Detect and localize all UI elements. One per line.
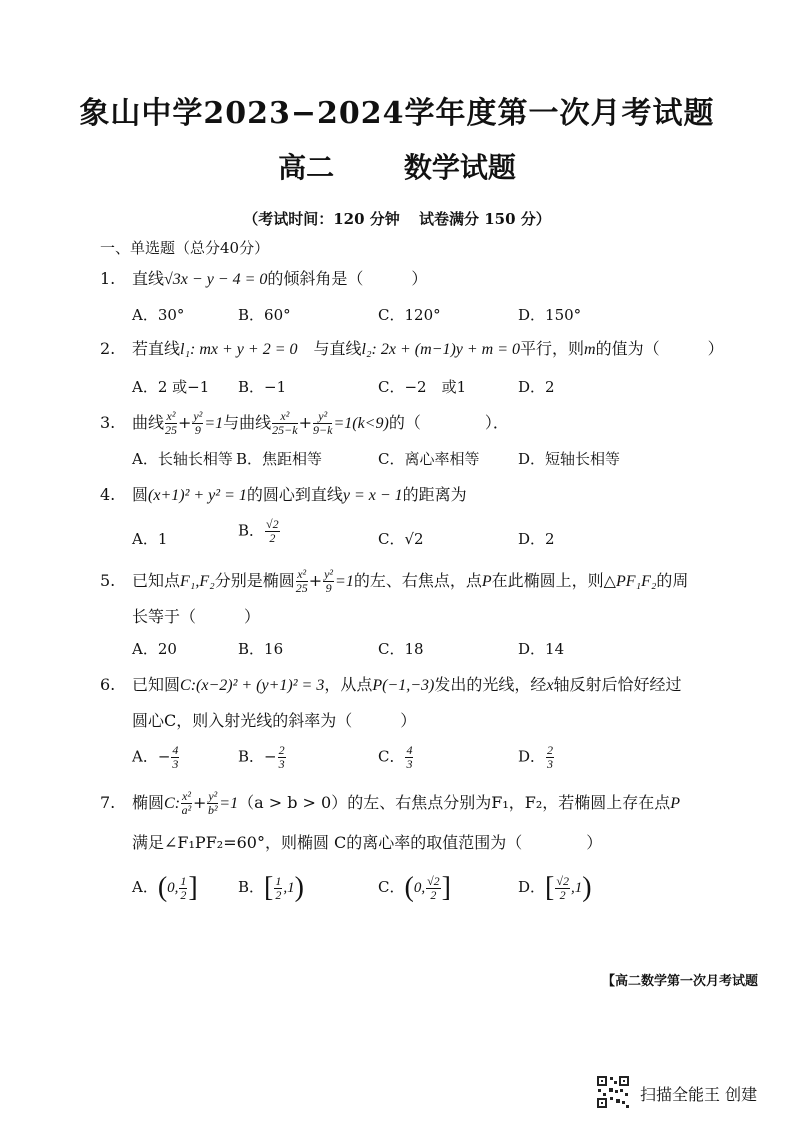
math-expression: x [546, 677, 554, 694]
math-expression: l₁: mx + y + 2 = 0 [180, 341, 298, 358]
question-text: ，从点 [324, 675, 373, 694]
option-d: D．2 [518, 530, 555, 548]
option-a: A．− $\frac{4}{3}$ [132, 743, 179, 771]
math-expression: =1(k<9) [333, 415, 389, 432]
fraction: $\frac{4}{3}$ [172, 743, 179, 771]
fraction: $\frac{\text{x²}}{25}$ [295, 567, 308, 595]
question-7: 7. 椭圆C: $\frac{\text{x²}}{\text{a²}}$ + $\frac{\text{y²}}{\text{b²}}$ =1（a > b > 0）的左、右焦点分别为F₁，F₂，若椭圆上存在点P [100, 789, 681, 817]
question-2 [100, 338, 724, 361]
exam-title: 象山中学2023−2024学年度第一次月考试题 [79, 96, 715, 131]
option-a: A．2 或−1 [132, 378, 210, 396]
math-expression: △PF₁F₂ [603, 573, 657, 590]
question-text: 的圆心到直线 [246, 485, 343, 504]
question-text: 与直线 [313, 339, 362, 358]
question-text: 直线 [132, 269, 165, 288]
option-b: B．−1 [238, 378, 287, 396]
fraction: $\frac{√2}{2}$ [427, 873, 440, 902]
question-text: 的倾斜角是（ ） [267, 269, 428, 288]
math-expression: P(−1,−3) [372, 677, 435, 694]
footer-tag: 【高二数学第一次月考试题 [601, 974, 758, 989]
math-expression: (x+1)² + y² = 1 [148, 487, 247, 504]
question-number: 4. [100, 485, 116, 504]
option-b: B．焦距相等 [236, 450, 323, 468]
math-expression: l₂: 2x + (m−1)y + m = 0 [361, 341, 521, 358]
question-number: 5. [100, 571, 116, 590]
question-text: 圆 [132, 485, 149, 504]
option-b [238, 518, 281, 545]
question-text: 椭圆 [132, 793, 165, 812]
fraction: $\frac{2}{3}$ [278, 743, 285, 771]
math-expression: C: [164, 795, 181, 812]
question-number: 2. [100, 339, 116, 358]
math-expression: √3x − y − 4 = 0 [164, 271, 268, 288]
question-1 [100, 268, 427, 291]
option-c: C．120° [378, 306, 441, 324]
option-c: C． $\frac{4}{3}$ [378, 743, 413, 771]
math-expression: F₁,F₂ [180, 573, 215, 590]
exam-score: 试卷满分 150 分） [419, 210, 551, 228]
question-text: 的左、右焦点，点 [353, 571, 482, 590]
math-expression: P [481, 573, 492, 590]
fraction: $\frac{1}{2}$ [275, 873, 282, 902]
grade-label: 高二 [278, 151, 335, 184]
math-expression: y = x − 1 [342, 487, 403, 504]
question-number: 7. [100, 793, 116, 812]
option-a: A．1 [132, 530, 168, 548]
fraction: $\frac{\text{y²}}{9}$ [193, 409, 203, 437]
fraction: $\frac{√2}{2}$ [556, 873, 569, 902]
fraction: $\frac{1}{2}$ [180, 873, 187, 902]
question-number: 1. [100, 269, 116, 288]
section-heading: 一、单选题（总分40分） [100, 239, 270, 257]
question-text: 的周 [656, 571, 689, 590]
exam-subtitle [0, 146, 794, 186]
option-d: D．14 [518, 640, 565, 658]
question-6-line2: 圆心C，则入射光线的斜率为（ ） [132, 711, 417, 730]
scanner-watermark: 扫描全能王 创建 [640, 1085, 758, 1104]
subject-label: 数学试题 [403, 151, 516, 184]
question-text: 轴反射后恰好经过 [553, 675, 682, 694]
option-a: A．20 [132, 640, 177, 658]
fraction: $\frac{√2}{2}$ [266, 517, 279, 545]
question-text: 平行，则 [520, 339, 585, 358]
question-3: 3. 曲线 $\frac{\text{x²}}{25}$ + $\frac{\text{y²}}{9}$ =1与曲线 $\frac{\text{x²}}{25-k}$ + $\frac{\text{y²}}{9-k}$ =1(k<9)的（ ）． [100, 409, 509, 437]
fraction: $\frac{4}{3}$ [406, 743, 413, 771]
math-expression: =1 [204, 415, 224, 432]
question-text: 已知点 [132, 571, 181, 590]
question-text: 与曲线 [223, 413, 272, 432]
qr-code-icon [596, 1075, 630, 1109]
option-b: B．[ $\frac{1}{2}$ ,1) [238, 872, 304, 903]
question-5-line2: 长等于（ ） [132, 607, 261, 626]
option-d: D．短轴长相等 [518, 450, 621, 468]
question-text: 在此椭圆上，则 [491, 571, 604, 590]
math-expression: P [670, 795, 681, 812]
option-d: D． $\frac{2}{3}$ [518, 743, 554, 771]
option-label: B． [238, 521, 265, 540]
math-expression: C:(x−2)² + (y+1)² = 3 [180, 677, 325, 694]
math-expression: m [584, 341, 596, 358]
question-number: 3. [100, 413, 116, 432]
fraction: $\frac{\text{x²}}{25-k}$ [272, 409, 298, 437]
fraction: $\frac{\text{x²}}{\text{a²}}$ [181, 789, 192, 817]
question-6 [100, 674, 682, 697]
exam-time: （考试时间：120 分钟 [243, 210, 400, 228]
option-a: A．(0, $\frac{1}{2}$ ] [132, 872, 198, 903]
option-c: C．√2 [378, 530, 424, 548]
math-expression: =1 [219, 795, 239, 812]
question-text: 曲线 [132, 413, 165, 432]
option-b: B．16 [238, 640, 284, 658]
question-text: （a > b > 0）的左、右焦点分别为F₁，F₂，若椭圆上存在点 [238, 793, 671, 812]
fraction: $\frac{\text{y²}}{\text{b²}}$ [208, 789, 218, 817]
question-text: 的距离为 [402, 485, 467, 504]
question-number: 6. [100, 675, 116, 694]
fraction: $\frac{\text{y²}}{9-k}$ [313, 409, 333, 437]
question-text: 已知圆 [132, 675, 181, 694]
option-b: B．60° [238, 306, 291, 324]
question-7-line2: 满足∠F₁PF₂=60°，则椭圆 C的离心率的取值范围为（ ） [132, 833, 603, 852]
option-c: C．−2 或1 [378, 378, 467, 396]
question-5: 5. 已知点F₁,F₂分别是椭圆 $\frac{\text{x²}}{25}$ + $\frac{\text{y²}}{9}$ =1的左、右焦点，点P在此椭圆上，则△PF₁F₂的周 [100, 567, 689, 595]
option-d: D．[ $\frac{√2}{2}$ ,1) [518, 872, 592, 903]
question-text: 若直线 [132, 339, 181, 358]
fraction: $\frac{2}{3}$ [547, 743, 554, 771]
option-a: A．30° [132, 306, 185, 324]
question-text: 发出的光线，经 [434, 675, 547, 694]
question-4 [100, 484, 467, 507]
fraction: $\frac{\text{x²}}{25}$ [165, 409, 178, 437]
fraction: $\frac{\text{y²}}{9}$ [324, 567, 334, 595]
option-c: C．(0, $\frac{√2}{2}$ ] [378, 872, 451, 903]
option-c: C．离心率相等 [378, 450, 480, 468]
option-d: D．2 [518, 378, 555, 396]
option-d: D．150° [518, 306, 582, 324]
option-b: B．− $\frac{2}{3}$ [238, 743, 285, 771]
math-expression: =1 [335, 573, 354, 590]
option-c: C．18 [378, 640, 424, 658]
question-text: 的值为（ ） [595, 339, 724, 358]
option-a: A．长轴长相等 [132, 450, 233, 468]
exam-info [0, 208, 794, 229]
question-text: 的（ ）． [388, 413, 509, 432]
question-text: 分别是椭圆 [214, 571, 295, 590]
